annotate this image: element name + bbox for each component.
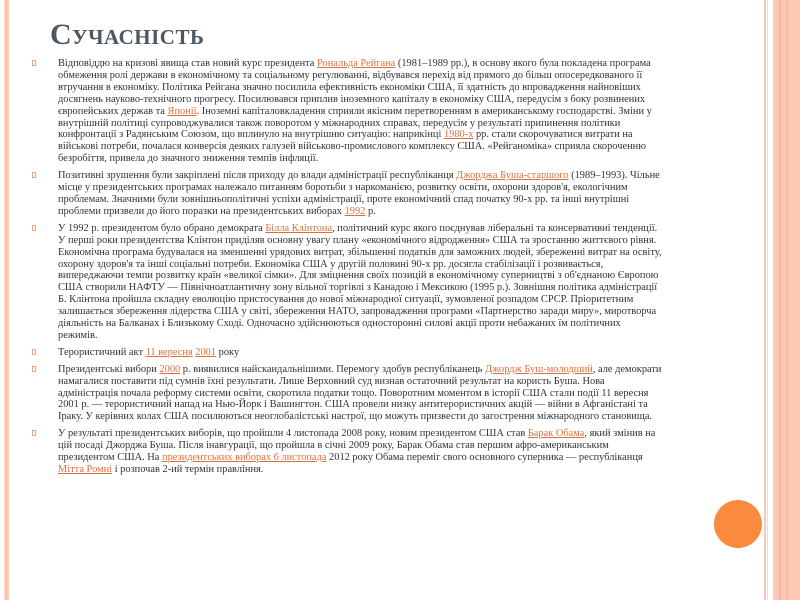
paragraph-text: 2012 року Обама переміг свого основного суперника — республіканця — [326, 452, 643, 464]
wiki-link[interactable]: Мітта Ромні — [58, 464, 113, 475]
square-bullet-icon — [32, 60, 36, 66]
right-decorative-stripe — [764, 0, 766, 600]
paragraph-text: У результаті президентських виборів, що пройшли 4 листопада 2008 року, новим президентом США став — [58, 428, 528, 440]
paragraph-text: Відповіддю на кризові явища став новий курс президента — [58, 58, 318, 69]
square-bullet-icon — [32, 225, 36, 231]
paragraph-text: Позитивні зрушення були закріплені після приходу до влади адміністрації республіканця — [58, 170, 457, 182]
right-decorative-stripe — [767, 0, 768, 600]
bullet-item — [32, 428, 662, 476]
paragraph-text: , політичний курс якого поєднував ліберальні та консервативні тенденції. У перші роки президентства Клінтон приділяв основну увагу плану «економічного відродження» США та зростанню життєвого рівня. Економічна програма будувалася на зменшенні урядових витрат, збільшенні податків для заможних людей, збереженні витрат на освіту, охорону здоров'я та інші соціальні потреби. Економіка США у другій половині 90-х рр. досягла стабілізації і розвивається, випереджаючи темпи розвитку країн «великої сімки». Для зміцнення своїх позицій в економічному суперництві з об'єднаною Європою США створили НАФТУ — Північноатлантичну зону вільної торгівлі з Канадою і Мексикою (1995 р.). Зовнішня політика адміністрації Б. Клінтона пройшла складну еволюцію пристосування до нової міжнародної ситуації, зумовленої розпадом СРСР. Пріоритетним залишається збереження лідерства США у світі, збереження НАТО, запровадження програми «Партнерство заради миру», миротворча діяльність на Балканах і Близькому Сході. Одночасно здійснюються односторонні силові акції проти небажаних їм політичних режимів. — [58, 222, 662, 341]
wiki-link[interactable]: Білла Клінтона — [265, 222, 333, 234]
paragraph-text: р. — [365, 205, 376, 217]
paragraph-text: , який змінив на цій посаді Джорджа Буша. Після інавгурації, що пройшла в січні 2009 року, Барак Обама став першим афро-американським президентом США. На — [58, 428, 656, 464]
paragraph-text: рр. стали скорочуватися витрати на військові потреби, почалася конверсія деяких галузей військово-промислового комплексу США. «Рейганоміка» сприяла скороченню безробіття, привела до значного зниження темпів інфляції. — [58, 129, 646, 165]
right-decorative-stripe — [786, 0, 788, 600]
paragraph-text: року — [216, 346, 240, 358]
bullet-item — [32, 58, 662, 165]
paragraph-text: У 1992 р. президентом було обрано демократа — [58, 222, 266, 234]
paragraph-text: р. виявилися найскандальнішими. Перемогу здобув республіканець — [180, 363, 486, 375]
paragraph-text: (1981–1989 рр.), в основу якого була покладена програма обмеження ролі держави в економічному та соціальному регулюванні, відбувався перехід від прямого до більш опосередкованого її втручання в економіку. Політика Рейгана значно посилила ефективність економіки США, її здатність до впровадження найновіших досягнень науково-технічного прогресу. Посилювався приплив іноземного капіталу в економіку США, передусім з боку розвинених європейських держав та — [58, 58, 651, 117]
left-decorative-rule-line — [6, 0, 7, 600]
slide-body — [32, 58, 662, 481]
square-bullet-icon — [32, 366, 36, 372]
wiki-link[interactable]: 2001 — [195, 346, 217, 358]
slide-title: Сучасність — [50, 18, 205, 51]
paragraph-text: і розпочав 2-ий термін правління. — [112, 464, 264, 475]
square-bullet-icon — [32, 430, 36, 436]
paragraph-text: , але демократи намагалися поставити під сумнів їхні результати. Лише Верховний суд визнав остаточний результат на користь Буша. Нова адміністрація почала реформу системи освіти, скоротила податки тощо. Поворотним моментом в історії США стали події 11 вересня 2001 р. — терористичний напад на Нью-Йорк і Вашингтон. США провели низку антитерористичних акцій — війни в Афганістані та Іраку. У керівних колах США посилюються неоглобалістські настрої, що можуть призвести до загострення міжнародного становища. — [58, 363, 662, 423]
paragraph-text: Президентські вибори — [58, 363, 160, 375]
orange-circle-decoration — [714, 500, 762, 548]
paragraph-text: Терористичний акт — [58, 346, 146, 358]
wiki-link[interactable]: Джорджа Буша-старшого — [456, 170, 569, 182]
wiki-link[interactable]: 1992 — [344, 205, 366, 217]
wiki-link[interactable]: 11 вересня — [145, 346, 193, 358]
wiki-link[interactable]: 1980-х — [443, 129, 474, 141]
paragraph-text: . Іноземні капіталовкладення сприяли якісним перетворенням в американському господарстві. Зміни у внутрішній політиці супроводжувалися також поворотом у міжнародних справах, передусім у результаті припинення політики конфронтації з Радянським Союзом, що вплинуло на внутрішню ситуацію: наприкінці — [58, 105, 652, 141]
wiki-link[interactable]: 2000 — [159, 363, 181, 375]
bullet-item — [32, 170, 662, 218]
right-decorative-stripe — [779, 0, 781, 600]
wiki-link[interactable]: Японії — [167, 105, 197, 117]
wiki-link[interactable]: президентських виборах 6 листопада — [162, 452, 327, 464]
square-bullet-icon — [32, 172, 36, 178]
wiki-link[interactable]: Джордж Буш-молодший — [485, 363, 593, 375]
bullet-item — [32, 347, 662, 359]
bullet-item — [32, 364, 662, 424]
square-bullet-icon — [32, 349, 36, 355]
bullet-item — [32, 223, 662, 342]
paragraph-text: (1989–1993). Чільне місце у президентських програмах належало питанням боротьби з наркоманією, розвитку освіти, охорони здоров'я, екологічним проблемам. Значними були зовнішньополітичні успіхи адміністрації, проте економічний спад початку 90-х рр. та інші внутрішні проблеми призвели до його поразки на президентських виборах — [58, 170, 660, 217]
wiki-link[interactable]: Барак Обама — [527, 428, 585, 440]
wiki-link[interactable]: Рональда Рейгана — [317, 58, 396, 69]
